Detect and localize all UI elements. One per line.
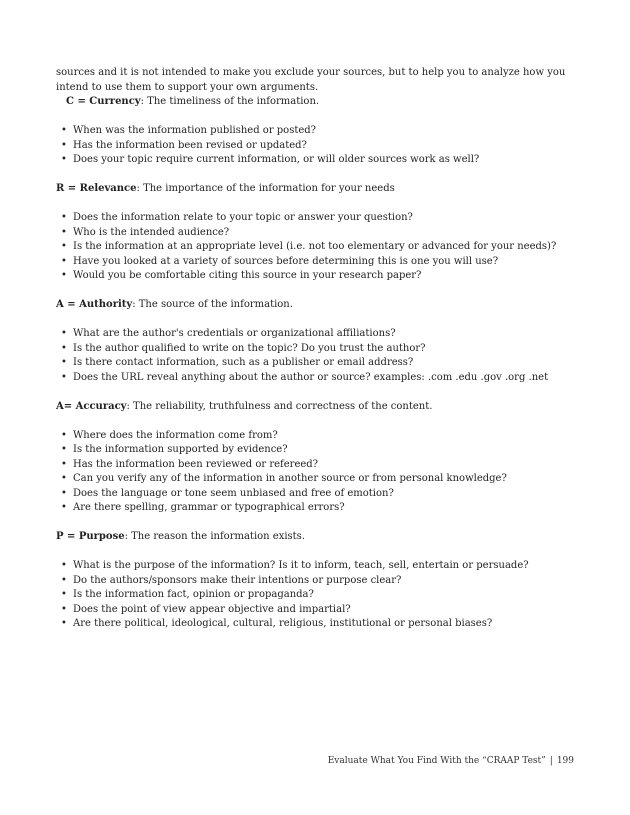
list-item: • Are there political, ideological, cultural, religious, institutional or personal biases? [56,617,576,632]
list-item: • Have you looked at a variety of sources before determining this is one you will use? [56,255,576,270]
list-item: • Has the information been reviewed or refereed? [56,458,576,473]
section-key: Relevance [79,183,137,194]
list-item: • Is the information supported by evidence? [56,443,576,458]
list-item: • Does the URL reveal anything about the author or source? examples: .com .edu .gov .org .net [56,371,576,386]
footer-separator: | [549,756,553,766]
list-item: • Is the information at an appropriate level (i.e. not too elementary or advanced for your needs)? [56,240,576,255]
section-key-prefix: R = [56,183,80,194]
page-number: 199 [556,756,574,766]
list-item: • Is there contact information, such as a publisher or email address? [56,356,576,371]
section-description: : The importance of the information for your needs [136,183,395,194]
spacer [56,284,576,299]
spacer [56,110,576,125]
section-key-prefix: A = [56,299,80,310]
section-heading-accuracy [56,400,576,415]
accuracy-list [56,429,576,516]
section-key: C = Currency [66,96,141,107]
list-item: • Does the information relate to your topic or answer your question? [56,211,576,226]
list-item: • Is the information fact, opinion or propaganda? [56,588,576,603]
section-key: Authority [79,299,133,310]
list-item: • Does the point of view appear objective and impartial? [56,603,576,618]
list-item: • Who is the intended audience? [56,226,576,241]
section-description: : The source of the information. [132,299,293,310]
spacer [56,414,576,429]
section-description: : The reliability, truthfulness and correctness of the content. [126,400,433,412]
list-item: • Does your topic require current information, or will older sources work as well? [56,153,576,168]
section-description: : The timeliness of the information. [140,96,320,107]
currency-list [56,124,576,168]
spacer [56,197,576,212]
list-item: • What are the author's credentials or organizational affiliations? [56,327,576,342]
list-item: • Has the information been revised or updated? [56,139,576,154]
spacer [56,516,576,531]
section-heading-authority [56,298,576,313]
spacer [56,313,576,328]
list-item: • Where does the information come from? [56,429,576,444]
list-item: • What is the purpose of the information? Is it to inform, teach, sell, entertain or persuade? [56,559,576,574]
section-key-prefix: P = [56,531,79,542]
section-heading-purpose [56,530,576,545]
list-item: • Can you verify any of the information in another source or from personal knowledge? [56,472,576,487]
purpose-list [56,559,576,632]
page-footer [328,756,574,766]
section-key: Purpose [78,531,125,542]
spacer [56,168,576,183]
list-item: • Do the authors/sponsors make their intentions or purpose clear? [56,574,576,589]
list-item: • When was the information published or posted? [56,124,576,139]
page-content [56,66,576,632]
spacer [56,385,576,400]
section-key-prefix: A= [56,400,76,412]
section-key: Accuracy [75,400,127,412]
list-item: • Would you be comfortable citing this source in your research paper? [56,269,576,284]
intro-paragraph: sources and it is not intended to make you exclude your sources, but to help you to analyze how you intend to use them to support your own arguments. [56,67,566,93]
footer-title: Evaluate What You Find With the “CRAAP Test” [327,756,546,766]
list-item: • Does the language or tone seem unbiased and free of emotion? [56,487,576,502]
list-item: • Are there spelling, grammar or typographical errors? [56,501,576,516]
authority-list [56,327,576,385]
section-heading-currency [56,95,576,110]
relevance-list [56,211,576,284]
section-heading-relevance [56,182,576,197]
list-item: • Is the author qualified to write on the topic? Do you trust the author? [56,342,576,357]
section-description: : The reason the information exists. [124,531,305,542]
spacer [56,545,576,560]
